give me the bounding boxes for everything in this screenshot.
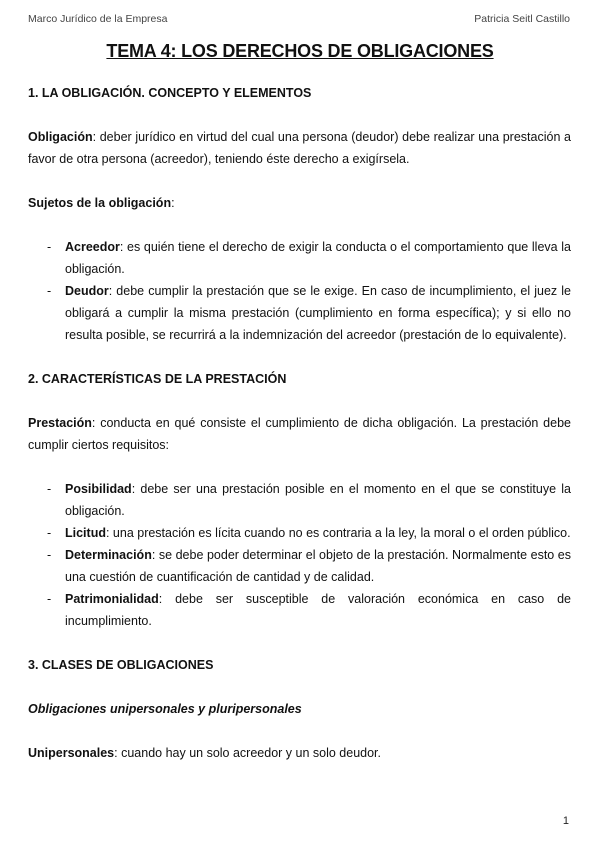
document-body xyxy=(28,82,571,764)
section-3-subheading: Obligaciones unipersonales y pluripersonales xyxy=(28,702,302,716)
sujetos-label: Sujetos de la obligación: xyxy=(28,196,175,210)
prestacion-definition: Prestación: conducta en qué consiste el cumplimiento de dicha obligación. La prestación debe cumplir ciertos requisitos: xyxy=(28,416,571,452)
list-item: - Deudor: debe cumplir la prestación que se le exige. En caso de incumplimiento, el juez le obligará a cumplir la misma prestación (cumplimiento en forma específica); y si ello no resulta posible, se recurrirá a la indemnización del acreedor (prestación de lo equivalente). xyxy=(28,280,571,346)
dash-bullet: - xyxy=(47,526,52,540)
obligacion-term: Obligación xyxy=(28,130,93,144)
list-item: - Licitud: una prestación es lícita cuando no es contraria a la ley, la moral o el orden público. xyxy=(28,522,571,544)
requisitos-list xyxy=(28,478,571,632)
list-item: - Posibilidad: debe ser una prestación posible en el momento en el que se constituye la obligación. xyxy=(28,478,571,522)
obligacion-text: : deber jurídico en virtud del cual una persona (deudor) debe realizar una prestación a favor de otra persona (acreedor), teniendo éste derecho a exigírsela. xyxy=(28,130,571,166)
page-number: 1 xyxy=(562,815,569,827)
page-title: TEMA 4: LOS DERECHOS DE OBLIGACIONES xyxy=(106,41,494,61)
dash-bullet: - xyxy=(47,482,52,496)
running-header-left: Marco Jurídico de la Empresa xyxy=(28,13,168,25)
sujetos-term: Sujetos de la obligación xyxy=(28,196,172,210)
section-3-heading: 3. CLASES DE OBLIGACIONES xyxy=(28,658,214,672)
unipersonales-term: Unipersonales xyxy=(28,746,115,760)
dash-bullet: - xyxy=(47,548,52,562)
unipersonales-definition: Unipersonales: cuando hay un solo acreedor y un solo deudor. xyxy=(28,746,381,760)
dash-bullet: - xyxy=(47,592,52,606)
dash-bullet: - xyxy=(47,284,52,298)
section-2-heading: 2. CARACTERÍSTICAS DE LA PRESTACIÓN xyxy=(28,372,287,386)
dash-bullet: - xyxy=(47,240,52,254)
prestacion-term: Prestación xyxy=(28,416,92,430)
list-item: - Determinación: se debe poder determinar el objeto de la prestación. Normalmente esto es una cuestión de cuantificación de cantidad y de calidad. xyxy=(28,544,571,588)
sujetos-list xyxy=(28,236,571,346)
list-item: - Acreedor: es quién tiene el derecho de exigir la conducta o el comportamiento que lleva la obligación. xyxy=(28,236,571,280)
section-1-heading: 1. LA OBLIGACIÓN. CONCEPTO Y ELEMENTOS xyxy=(28,86,312,100)
running-header-right: Patricia Seitl Castillo xyxy=(474,13,570,25)
obligacion-definition xyxy=(28,126,571,170)
list-item: - Patrimonialidad: debe ser susceptible de valoración económica en caso de incumplimiento. xyxy=(28,588,571,632)
